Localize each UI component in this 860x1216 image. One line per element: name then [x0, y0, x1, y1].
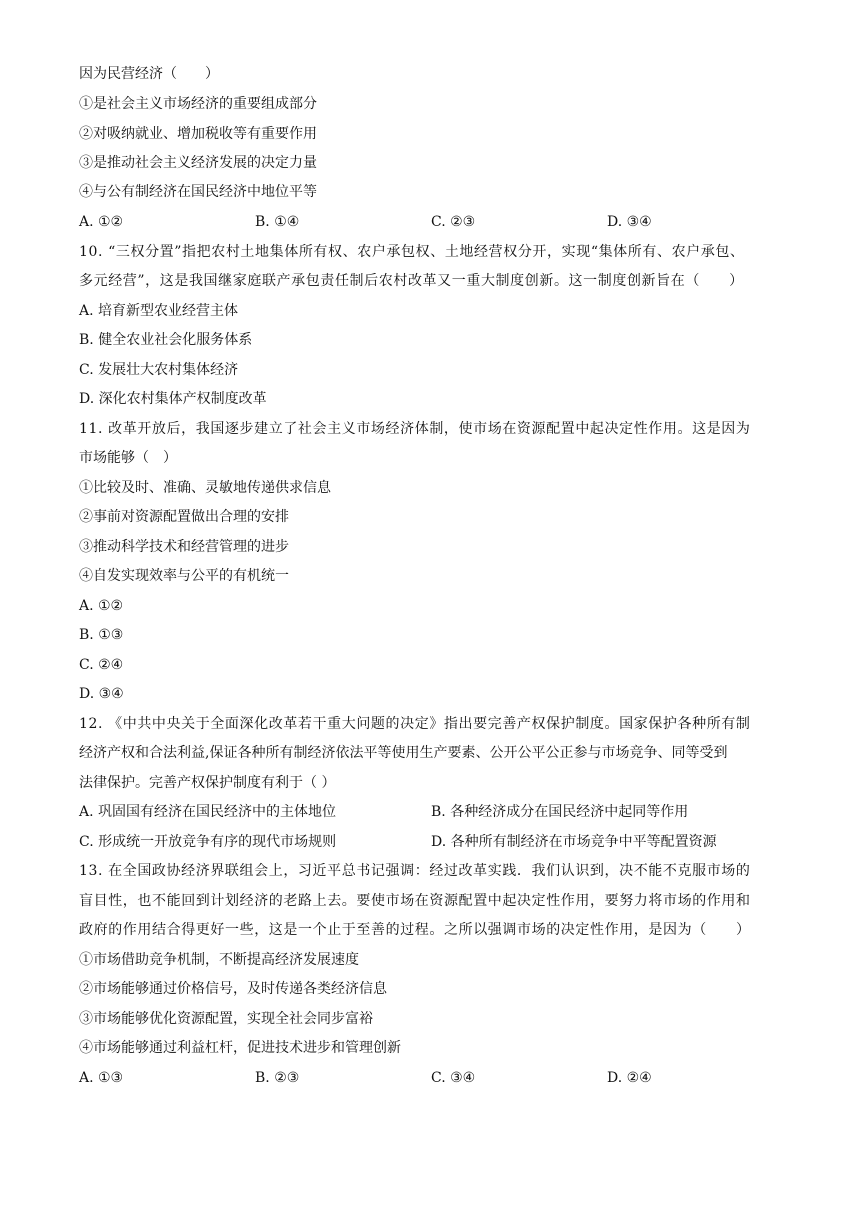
- q12-option-b: B. 各种经济成分在国民经济中起同等作用: [431, 804, 689, 820]
- q13-item-1: ①市场借助竞争机制，不断提高经济发展速度: [79, 952, 359, 968]
- q11-item-4: ④自发实现效率与公平的有机统一: [79, 568, 289, 584]
- q13-stem-line-2: 盲目性，也不能回到计划经济的老路上去。要使市场在资源配置中起决定性作用，要努力将市场的作用和: [79, 893, 751, 909]
- q11-stem-line-2: 市场能够（ ）: [79, 450, 177, 466]
- q11-option-c: C. ②④: [79, 657, 124, 673]
- q11-option-d: D. ③④: [79, 686, 124, 702]
- q12-stem-line-1: 12. 《中共中央关于全面深化改革若干重大问题的决定》指出要完善产权保护制度。国家保护各种所有制: [79, 716, 751, 732]
- q12-option-c: C. 形成统一开放竞争有序的现代市场规则: [79, 834, 337, 850]
- q9-option-b: B. ①④: [255, 214, 300, 230]
- q9-option-a: A. ①②: [79, 214, 124, 230]
- q13-option-c: C. ③④: [431, 1070, 476, 1086]
- q9-item-2: ②对吸纳就业、增加税收等有重要作用: [79, 126, 317, 142]
- q13-item-2: ②市场能够通过价格信号，及时传递各类经济信息: [79, 981, 387, 997]
- q13-item-3: ③市场能够优化资源配置，实现全社会同步富裕: [79, 1011, 373, 1027]
- q10-stem-line-2: 多元经营”，这是我国继家庭联产承包责任制后农村改革又一重大制度创新。这一制度创新旨在（ ）: [79, 273, 744, 289]
- q11-stem-line-1: 11. 改革开放后，我国逐步建立了社会主义市场经济体制，使市场在资源配置中起决定性作用。这是因为: [79, 421, 751, 437]
- q10-option-b: B. 健全农业社会化服务体系: [79, 332, 253, 348]
- q9-option-d: D. ③④: [607, 214, 652, 230]
- q11-item-3: ③推动科学技术和经营管理的进步: [79, 539, 289, 555]
- q12-stem-line-3: 法律保护。完善产权保护制度有利于（ ）: [79, 775, 336, 791]
- q11-item-2: ②事前对资源配置做出合理的安排: [79, 509, 289, 525]
- q11-option-b: B. ①③: [79, 627, 124, 643]
- q13-option-b: B. ②③: [255, 1070, 300, 1086]
- q12-option-d: D. 各种所有制经济在市场竞争中平等配置资源: [431, 834, 717, 850]
- q13-option-a: A. ①③: [79, 1070, 124, 1086]
- q13-stem-line-1: 13. 在全国政协经济界联组会上，习近平总书记强调：经过改革实践．我们认识到，决不能不克服市场的: [79, 863, 751, 879]
- q10-option-a: A. 培育新型农业经营主体: [79, 303, 239, 319]
- q12-option-a: A. 巩固国有经济在国民经济中的主体地位: [79, 804, 337, 820]
- q12-stem-line-2: 经济产权和合法利益,保证各种所有制经济依法平等使用生产要素、公开公平公正参与市场竞争、同等受到: [79, 745, 728, 761]
- q10-option-d: D. 深化农村集体产权制度改革: [79, 391, 267, 407]
- q13-stem-line-3: 政府的作用结合得更好一些，这是一个止于至善的过程。之所以强调市场的决定性作用，是因为（ ）: [79, 922, 751, 938]
- q11-option-a: A. ①②: [79, 598, 124, 614]
- q10-option-c: C. 发展壮大农村集体经济: [79, 362, 239, 378]
- q13-item-4: ④市场能够通过利益杠杆，促进技术进步和管理创新: [79, 1040, 401, 1056]
- q9-option-c: C. ②③: [431, 214, 476, 230]
- q13-option-d: D. ②④: [607, 1070, 652, 1086]
- q10-stem-line-1: 10. “三权分置”指把农村土地集体所有权、农户承包权、土地经营权分开，实现“集体所有、农户承包、: [79, 244, 745, 260]
- q9-item-1: ①是社会主义市场经济的重要组成部分: [79, 96, 317, 112]
- q9-item-4: ④与公有制经济在国民经济中地位平等: [79, 184, 317, 200]
- q9-stem-end: 因为民营经济（ ）: [79, 66, 219, 82]
- q9-item-3: ③是推动社会主义经济发展的决定力量: [79, 155, 317, 171]
- q11-item-1: ①比较及时、准确、灵敏地传递供求信息: [79, 480, 331, 496]
